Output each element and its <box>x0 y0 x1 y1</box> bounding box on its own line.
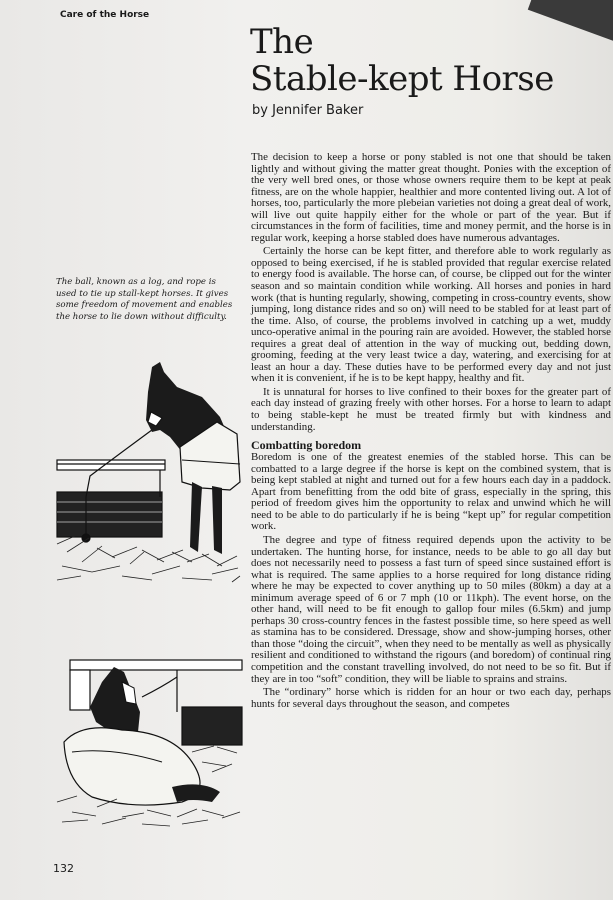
running-head: Care of the Horse <box>60 10 150 20</box>
page-number: 132 <box>53 862 74 875</box>
title-line-2: Stable-kept Horse <box>250 59 554 99</box>
byline: by Jennifer Baker <box>252 103 364 118</box>
title-line-1: The <box>250 22 314 62</box>
paragraph-3: It is unnatural for horses to live confined to their boxes for the greater part of each day instead of grazing freely with other horses. For a horse to learn to adapt to being stable-kept he must be treated firmly but with kindness and understanding. <box>251 385 611 433</box>
lying-horse-illustration <box>52 652 244 828</box>
paragraph-1: The decision to keep a horse or pony stabled is not one that should be taken lightly and without giving the matter great thought. Ponies with the exception of the very well bred ones, or those whose owners require them to be kept at peak fitness, are on the whole happier, healthier and more contented living out. A lot of horses, too, particularly the more plebeian varieties not doing a great deal of work, will live out quite happily either for the whole or part of the year. But if circumstances in the form of facilities, time and money permit, and the horse is in regular work, keeping a horse stabled does have numerous advantages. <box>251 151 611 244</box>
standing-horse-illustration <box>52 352 244 592</box>
paragraph-6: The “ordinary” horse which is ridden for an hour or two each day, perhaps hunts for several days throughout the season, and competes <box>251 686 611 710</box>
section-heading: Combatting boredom <box>251 438 362 453</box>
article-body <box>251 152 611 712</box>
paragraph-4: Boredom is one of the greatest enemies of the stabled horse. This can be combatted to a large degree if the horse is kept on the combined system, that is being kept stabled at night and turned out for a few hours each day in a paddock. Apart from benefitting from the odd bite of grass, especially in the spring, this period of freedom gives him the opportunity to relax and unwind which he will need to be able to do particularly if he is being “kept up” for regular competition work. <box>251 451 611 533</box>
paragraph-2: Certainly the horse can be kept fitter, and therefore able to work regularly as opposed to being exercised, if he is stabled provided that regular exercise related to energy food is available. The horse can, of course, be clipped out for the winter season and so maintain condition while working. All horses and ponies in hard work (that is hunting regularly, showing, competing in cross-country events, show jumping, long distance rides and so on) will need to be stabled for at least part of the time. Also, of course, the problems involved in catching up a wet, muddy unco-operative animal in the pouring rain are avoided. However, the stabled horse requires a great deal of attention in the way of mucking out, bedding down, grooming, feeding at the very least twice a day, watering, and exercising for at least an hour a day. These duties have to be performed every day and not just when it is convenient, if he is to be kept happy, healthy and fit. <box>251 245 611 385</box>
article-title <box>250 24 554 98</box>
illustration-caption: The ball, known as a log, and rope is used to tie up stall-kept horses. It gives some freedom of movement and enables the horse to lie down without difficulty. <box>56 277 233 322</box>
paragraph-5: The degree and type of fitness required depends upon the activity to be undertaken. The hunting horse, for instance, needs to be able to go all day but does not necessarily need to possess a fast turn of speed since sustained effort is what is required. The same applies to a horse required for long distance riding where he may be expected to cover anything up to 50 miles (80km) a day at a minimum average speed of 6 or 7 mph (10 or 11kph). The event horse, on the other hand, will need to be fit enough to gallop four miles (6.5km) and jump perhaps 30 cross-country fences in the fastest possible time, so here speed as well as stamina has to be considered. Dressage, show and show-jumping horses, other than those “doing the circuit”, when they need to be mentally as well as physically resilient and conditioned to withstand the rigours (and boredom) of continual ring competition and the constant travelling involved, do not need to be so fit. But if they are in too “soft” condition, they will be liable to sprains and strains. <box>251 533 611 685</box>
